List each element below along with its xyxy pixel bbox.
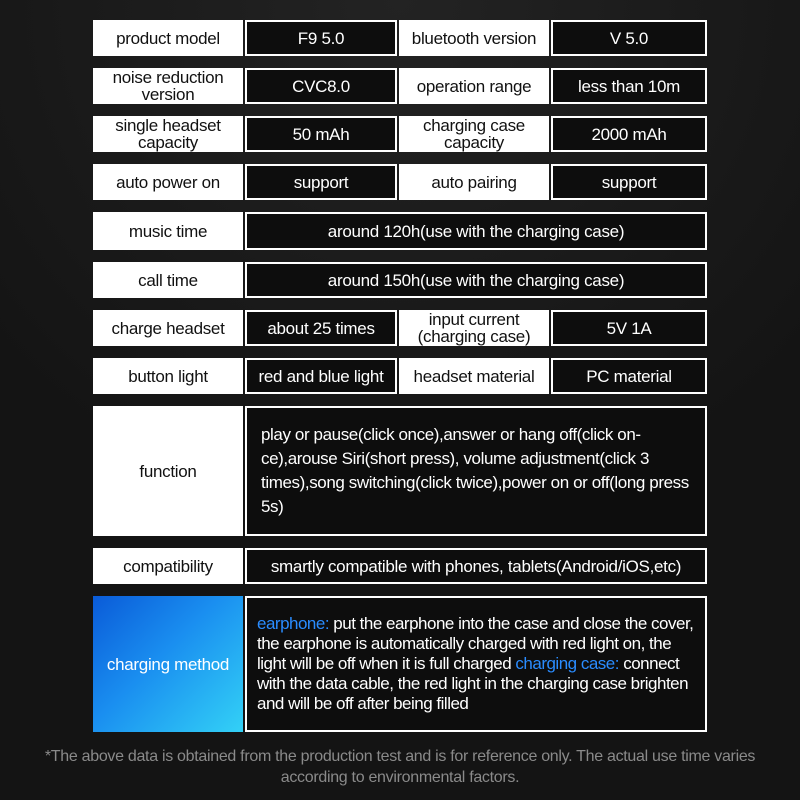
spec-row-function [93, 406, 707, 536]
product-model-value: F9 5.0 [245, 20, 397, 56]
disclaimer-footnote: *The above data is obtained from the production test and is for reference only. The actual use time varies according to environmental factors. [44, 748, 756, 786]
auto-pairing-label: auto pairing [399, 164, 549, 200]
spec-row-music [93, 212, 707, 250]
charge-headset-label: charge headset [93, 310, 243, 346]
charging-method-label: charging method [93, 596, 243, 732]
charging-method-value [245, 596, 707, 732]
noise-reduction-value: CVC8.0 [245, 68, 397, 104]
spec-row-charge [93, 310, 707, 346]
spec-row-light [93, 358, 707, 394]
bluetooth-version-value: V 5.0 [551, 20, 707, 56]
earphone-text: put the earphone into the case and close the cover, the earphone is automatically charged with red light on, the light will be off when it is full charged [257, 614, 694, 673]
charge-headset-value: about 25 times [245, 310, 397, 346]
charging-case-text: connect with the data cable, the red light in the charging case brighten and will be off after being filled [257, 654, 689, 713]
charging-case-capacity-value: 2000 mAh [551, 116, 707, 152]
bluetooth-version-label: bluetooth version [399, 20, 549, 56]
button-light-label: button light [93, 358, 243, 394]
operation-range-label: operation range [399, 68, 549, 104]
noise-reduction-label: noise reduction version [93, 68, 243, 104]
auto-power-on-value: support [245, 164, 397, 200]
call-time-label: call time [93, 262, 243, 298]
earphone-title: earphone: [257, 614, 330, 633]
spec-row-call [93, 262, 707, 298]
spec-row-charging-method [93, 596, 707, 732]
headset-material-label: headset material [399, 358, 549, 394]
music-time-value: around 120h(use with the charging case) [245, 212, 707, 250]
spec-row-auto [93, 164, 707, 200]
single-headset-capacity-label: single headset capacity [93, 116, 243, 152]
spec-row-noise [93, 68, 707, 104]
product-model-label: product model [93, 20, 243, 56]
charging-case-title: charging case: [515, 654, 619, 673]
call-time-value: around 150h(use with the charging case) [245, 262, 707, 298]
input-current-label: input current (charging case) [399, 310, 549, 346]
compatibility-value: smartly compatible with phones, tablets(Android/iOS,etc) [245, 548, 707, 584]
compatibility-label: compatibility [93, 548, 243, 584]
spec-row-model [93, 20, 707, 56]
function-label: function [93, 406, 243, 536]
input-current-value: 5V 1A [551, 310, 707, 346]
music-time-label: music time [93, 212, 243, 250]
button-light-value: red and blue light [245, 358, 397, 394]
spec-table [93, 20, 707, 744]
function-value: play or pause(click once),answer or hang off(click on-ce),arouse Siri(short press), volume adjustment(click 3 times),song switching(click twice),power on or off(long press 5s) [245, 406, 707, 536]
auto-pairing-value: support [551, 164, 707, 200]
operation-range-value: less than 10m [551, 68, 707, 104]
spec-row-compatibility [93, 548, 707, 584]
spec-row-capacity [93, 116, 707, 152]
headset-material-value: PC material [551, 358, 707, 394]
charging-case-capacity-label: charging case capacity [399, 116, 549, 152]
single-headset-capacity-value: 50 mAh [245, 116, 397, 152]
charging-method-text [257, 614, 695, 714]
auto-power-on-label: auto power on [93, 164, 243, 200]
